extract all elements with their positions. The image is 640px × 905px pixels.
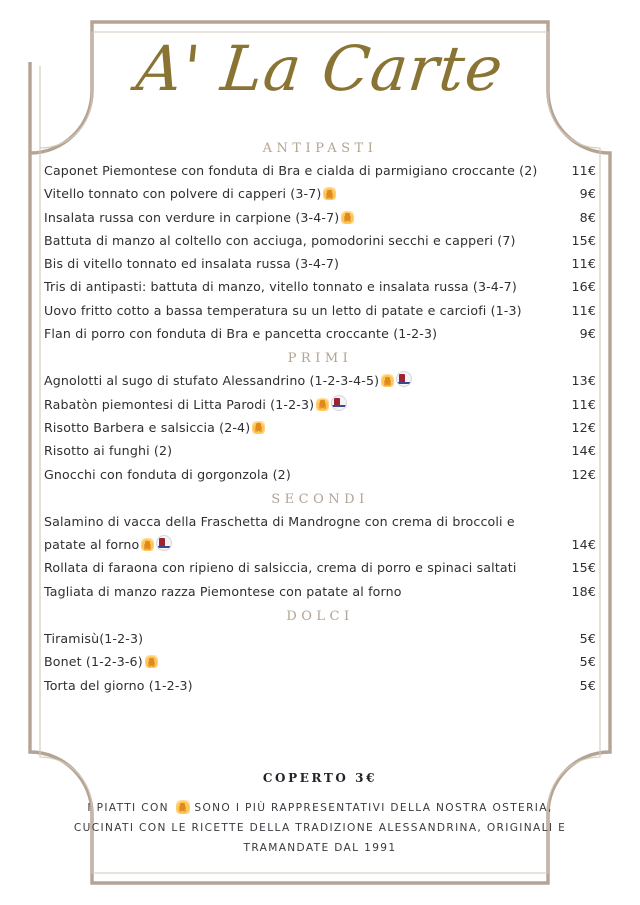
chick-icon [316, 398, 329, 411]
menu-item-price: 5€ [579, 654, 596, 670]
menu-item-price: 13€ [571, 373, 596, 389]
menu-item-label: Rollata di faraona con ripieno di salsiccia, crema di porro e spinaci saltati [44, 560, 517, 576]
menu-item-price: 15€ [571, 232, 596, 248]
chick-icon [141, 538, 154, 551]
menu-item [44, 674, 596, 697]
menu-item-label: Tiramisù(1-2-3) [44, 631, 144, 647]
menu-item-label: Caponet Piemontese con fonduta di Bra e cialda di parmigiano croccante (2) [44, 163, 538, 178]
menu-item-price: 15€ [571, 560, 596, 576]
menu-item-name [44, 439, 550, 462]
menu-item-label: Gnocchi con fonduta di gorgonzola (2) [44, 466, 291, 482]
page-title: A' La Carte [133, 32, 507, 105]
menu-item [44, 650, 596, 673]
stamp-icon [331, 395, 347, 411]
menu-item-label: Flan di porro con fonduta di Bra e pancetta croccante (1-2-3) [44, 326, 438, 342]
chick-icon [323, 187, 336, 200]
menu-item-label: Insalata russa con verdure in carpione (3-4-7) [44, 209, 340, 225]
menu-item-label: Bonet (1-2-3-6) [44, 654, 143, 670]
menu-item [44, 439, 596, 462]
menu-item-price: 5€ [579, 631, 596, 647]
menu-item [44, 182, 596, 205]
menu-item-name [44, 580, 550, 603]
menu-item-label: Risotto ai funghi (2) [44, 443, 173, 459]
menu-item-label: Vitello tonnato con polvere di capperi (3-7) [44, 186, 322, 202]
menu-item [44, 510, 596, 557]
menu-item [44, 580, 596, 603]
menu-item [44, 463, 596, 486]
menu-item-name [44, 252, 550, 275]
menu-item-name [44, 674, 550, 697]
menu-item [44, 322, 596, 345]
menu-item-name [44, 275, 550, 298]
menu-item-label: Salamino di vacca della Fraschetta di Mandrogne con crema di broccoli e patate al forno [44, 513, 515, 553]
menu-item [44, 393, 596, 416]
menu-item [44, 627, 596, 650]
menu-item-price: 11€ [571, 256, 596, 272]
menu-item-label: Battuta di manzo al coltello con acciuga, pomodorini secchi e capperi (7) [44, 232, 516, 248]
section-heading: SECONDI [271, 491, 369, 507]
menu-item-price: 18€ [571, 583, 596, 599]
footnote [60, 798, 580, 858]
section-heading: DOLCI [286, 609, 354, 625]
menu-item-label: Uovo fritto cotto a bassa temperatura su un letto di patate e carciofi (1-3) [44, 302, 522, 318]
menu-item-name [44, 510, 550, 557]
menu-item-price: 8€ [579, 209, 596, 225]
section-heading: ANTIPASTI [262, 141, 378, 156]
menu-item-label: Rabatòn piemontesi di Litta Parodi (1-2-3) [44, 396, 315, 412]
menu-item-name [44, 393, 550, 416]
menu-item-price: 9€ [579, 186, 596, 202]
menu-item-name [44, 556, 550, 579]
menu-item-name [44, 159, 550, 182]
chick-icon [341, 211, 354, 224]
menu-item-label: Tagliata di manzo razza Piemontese con patate al forno [44, 583, 402, 599]
menu-item-price: 5€ [579, 677, 596, 693]
menu-item-name [44, 369, 550, 392]
menu-title-container [0, 32, 640, 105]
menu-item [44, 369, 596, 392]
menu-item-name [44, 627, 550, 650]
menu-item-name [44, 229, 550, 252]
menu-item-name [44, 182, 550, 205]
menu-item-name [44, 206, 550, 229]
menu-item-price: 16€ [571, 279, 596, 295]
menu-item [44, 299, 596, 322]
menu-item [44, 206, 596, 229]
menu-section [44, 345, 596, 485]
menu-section [44, 141, 596, 345]
chick-icon [252, 421, 265, 434]
menu-item [44, 275, 596, 298]
menu-item-label: Torta del giorno (1-2-3) [44, 677, 193, 693]
menu-item-label: Risotto Barbera e salsiccia (2-4) [44, 419, 251, 435]
menu-sections [44, 141, 596, 697]
menu-item-name [44, 322, 550, 345]
menu-item-name [44, 299, 550, 322]
footnote-before-text: I PIATTI CON [87, 802, 169, 814]
footnote-after-text: SONO I PIÙ RAPPRESENTATIVI DELLA NOSTRA OSTERIA, CUCINATI CON LE RICETTE DELLA TRADIZIONE ALESSANDRINA, ORIGINALI E TRAMANDATE DAL 1991 [73, 802, 567, 854]
menu-item-price: 12€ [571, 466, 596, 482]
menu-item-price: 11€ [571, 396, 596, 412]
menu-item [44, 229, 596, 252]
menu-item-price: 9€ [579, 326, 596, 342]
chick-icon [176, 800, 190, 814]
menu-item-label: Bis di vitello tonnato ed insalata russa (3-4-7) [44, 256, 340, 272]
menu-item-price: 14€ [571, 443, 596, 459]
menu-item [44, 556, 596, 579]
coperto-line: COPERTO 3€ [262, 771, 378, 785]
stamp-icon [396, 371, 412, 387]
menu-item-label: Tris di antipasti: battuta di manzo, vitello tonnato e insalata russa (3-4-7) [44, 279, 517, 295]
menu-item-price: 12€ [571, 419, 596, 435]
menu-item [44, 252, 596, 275]
menu-item-price: 11€ [571, 163, 596, 178]
menu-item [44, 159, 596, 182]
menu-section [44, 486, 596, 603]
menu-item-price: 14€ [571, 537, 596, 553]
menu-item-price: 11€ [571, 302, 596, 318]
menu-item [44, 416, 596, 439]
chick-icon [145, 655, 158, 668]
menu-item-name [44, 650, 550, 673]
menu-item-label: Agnolotti al sugo di stufato Alessandrino (1-2-3-4-5) [44, 373, 380, 389]
menu-item-name [44, 416, 550, 439]
section-heading: PRIMI [287, 351, 353, 367]
stamp-icon [156, 535, 172, 551]
chick-icon [381, 374, 394, 387]
menu-section [44, 603, 596, 697]
menu-item-name [44, 463, 550, 486]
